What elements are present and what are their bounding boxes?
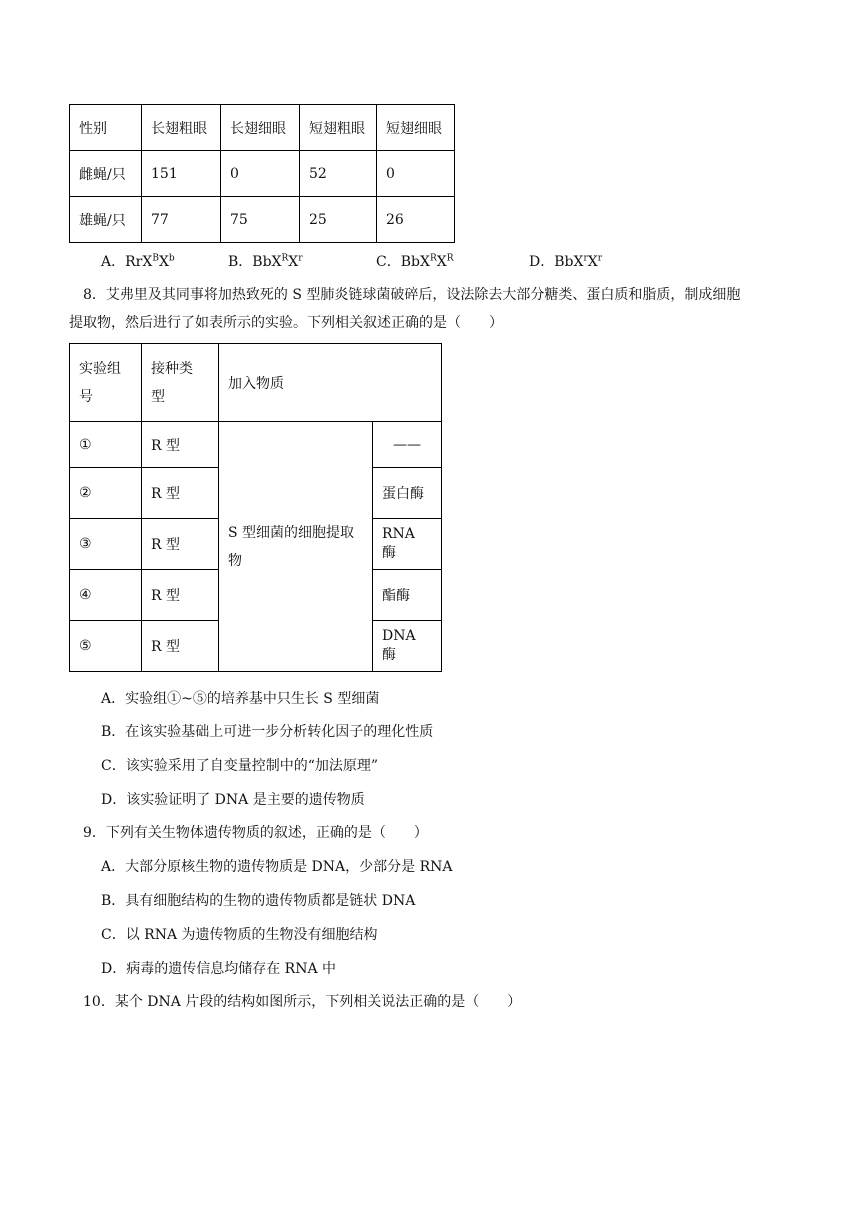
table-cell: 蛋白酶 [373, 468, 442, 519]
table-cell: R 型 [142, 570, 219, 621]
q7-option-a[interactable] [101, 251, 175, 271]
superscript: B [152, 253, 159, 264]
q9-option-d[interactable]: D．病毒的遗传信息均储存在 RNA 中 [101, 961, 337, 977]
table-cell: R 型 [142, 621, 219, 672]
table-header-cell: 短翅粗眼 [300, 105, 377, 151]
table-cell: ⑤ [70, 621, 142, 672]
q8-stem [69, 281, 803, 337]
table-cell: 151 [142, 151, 221, 197]
table-cell: ③ [70, 519, 142, 570]
table-cell: 雌蝇/只 [70, 151, 142, 197]
table-header-cell: 长翅细眼 [221, 105, 300, 151]
q8-stem-line1: 8．艾弗里及其同事将加热致死的 S 型肺炎链球菌破碎后，设法除去大部分糖类、蛋白质和脂质，制成细胞 [83, 287, 741, 303]
option-text: B．BbX [228, 254, 282, 270]
table-cell: —— [373, 422, 442, 468]
q7-option-b[interactable] [228, 251, 303, 271]
header-line: 号 [79, 388, 93, 405]
table-cell: 25 [300, 197, 377, 243]
table-cell: 26 [377, 197, 455, 243]
experiment-table [69, 343, 442, 672]
table-cell: 雄蝇/只 [70, 197, 142, 243]
fly-count-table [69, 104, 455, 243]
merged-line: 物 [228, 552, 242, 569]
q8-option-b[interactable]: B．在该实验基础上可进一步分析转化因子的理化性质 [101, 724, 434, 740]
q9-option-b[interactable]: B．具有细胞结构的生物的遗传物质都是链状 DNA [101, 893, 416, 909]
superscript: r [583, 253, 588, 264]
table-row [70, 422, 442, 468]
q8-option-c[interactable]: C．该实验采用了自变量控制中的“加法原理” [101, 758, 379, 774]
option-text: X [158, 254, 169, 270]
superscript: R [281, 253, 289, 264]
q8-stem-line2: 提取物，然后进行了如表所示的实验。下列相关叙述正确的是（ ） [69, 315, 503, 331]
table-header-cell [70, 344, 142, 422]
q7-option-c[interactable] [376, 251, 453, 271]
table-cell: ② [70, 468, 142, 519]
table-row [70, 151, 455, 197]
table-cell: 酯酶 [373, 570, 442, 621]
header-line: 接种类 [151, 360, 193, 377]
table-cell: 0 [377, 151, 455, 197]
superscript: r [597, 253, 603, 264]
option-text: X [436, 254, 447, 270]
table-row [70, 197, 455, 243]
table-cell: ④ [70, 570, 142, 621]
table-cell: R 型 [142, 468, 219, 519]
merged-line: S 型细菌的细胞提取 [228, 524, 355, 541]
header-line: 型 [151, 388, 165, 405]
q7-option-d[interactable] [529, 251, 602, 271]
q9-stem: 9．下列有关生物体遗传物质的叙述，正确的是（ ） [83, 825, 428, 841]
option-text: D．BbX [529, 254, 584, 270]
superscript: b [168, 253, 175, 264]
q9-option-c[interactable]: C．以 RNA 为遗传物质的生物没有细胞结构 [101, 927, 378, 943]
table-header-cell [142, 344, 219, 422]
q10-stem: 10．某个 DNA 片段的结构如图所示，下列相关说法正确的是（ ） [83, 994, 522, 1010]
table-cell: 0 [221, 151, 300, 197]
superscript: R [446, 253, 454, 264]
table-cell: DNA 酶 [373, 621, 442, 672]
table-cell: R 型 [142, 422, 219, 468]
table-cell: 52 [300, 151, 377, 197]
table-cell: RNA 酶 [373, 519, 442, 570]
merged-cell [219, 422, 373, 672]
table-cell: R 型 [142, 519, 219, 570]
table-header-cell: 长翅粗眼 [142, 105, 221, 151]
header-line: 实验组 [79, 360, 121, 377]
table-cell: ① [70, 422, 142, 468]
superscript: R [429, 253, 437, 264]
option-text: X [288, 254, 299, 270]
table-cell: 77 [142, 197, 221, 243]
q8-option-a[interactable]: A．实验组①~⑤的培养基中只生长 S 型细菌 [101, 691, 380, 707]
table-cell: 75 [221, 197, 300, 243]
option-text: X [587, 254, 598, 270]
table-header-row [70, 344, 442, 422]
table-header-cell: 性别 [70, 105, 142, 151]
q8-option-d[interactable]: D．该实验证明了 DNA 是主要的遗传物质 [101, 792, 365, 808]
option-text: A．RrX [101, 254, 153, 270]
q9-option-a[interactable]: A．大部分原核生物的遗传物质是 DNA，少部分是 RNA [101, 859, 453, 875]
q7-options [101, 251, 801, 271]
option-text: C．BbX [376, 254, 430, 270]
superscript: r [298, 253, 303, 264]
table-header-cell: 短翅细眼 [377, 105, 455, 151]
table-header-row [70, 105, 455, 151]
table-header-cell: 加入物质 [219, 344, 442, 422]
